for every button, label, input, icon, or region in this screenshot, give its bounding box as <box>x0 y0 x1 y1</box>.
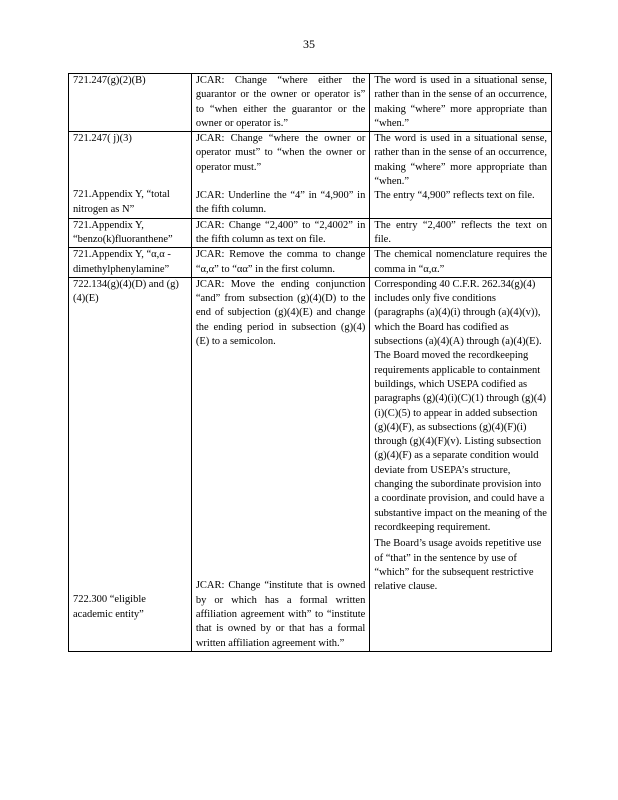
reason-cell <box>370 218 552 248</box>
change-cell <box>191 132 369 218</box>
reason-text: The entry “4,900” reflects text on file. <box>374 190 535 202</box>
section-cell <box>69 248 192 278</box>
change-text: JCAR: Change “2,400” to “2,4002” in the fifth column as text on file. <box>195 219 366 245</box>
reason-text: The word is used in a situational sense, rather than in the sense of an occurrence, making “where” more appropriate than “when.” <box>374 133 547 188</box>
change-text: JCAR: Move the ending conjunction “and” from subsection (g)(4)(D) to the end of subjection (g)(4)(E) and change the ending period in subsection (g)(4)(E) to a semicolon. <box>195 278 366 348</box>
section-cell <box>69 74 192 132</box>
change-cell <box>191 74 369 132</box>
section-text: 721.Appendix Y, “α,α - dimethylphenylamine” <box>73 249 171 275</box>
reason-cell <box>370 132 552 218</box>
reason-cell <box>370 248 552 278</box>
table-row <box>69 248 552 278</box>
change-text: JCAR: Change “where either the guarantor or the owner or operator is” to “when either the guarantor or the owner or operator is.” <box>195 75 366 129</box>
changes-table <box>68 73 552 652</box>
change-text: JCAR: Change “institute that is owned by or which has a formal written affiliation agreement with” to “institute that is owned by or that has a formal written affiliation agreement with.” <box>195 580 366 649</box>
reason-text: The entry “2,400” reflects the text on file. <box>374 219 547 245</box>
section-text: 722.300 “eligible academic entity” <box>73 594 146 620</box>
reason-cell <box>370 277 552 651</box>
section-cell <box>69 277 192 651</box>
table-row <box>69 74 552 132</box>
section-text: 721.Appendix Y, “total nitrogen as N” <box>73 189 170 215</box>
reason-text: The word is used in a situational sense, rather than in the sense of an occurrence, making “where” more appropriate than “when.” <box>374 75 547 129</box>
change-text: JCAR: Remove the comma to change “α,α” to “αα” in the first column. <box>195 249 366 275</box>
change-text: JCAR: Change “where the owner or operator must” to “when the owner or operator must.” <box>195 133 366 173</box>
change-cell <box>191 277 369 651</box>
change-cell <box>191 248 369 278</box>
section-text: 721.247(g)(2)(B) <box>73 75 146 86</box>
change-cell <box>191 218 369 248</box>
section-cell <box>69 218 192 248</box>
change-text: JCAR: Underline the “4” in “4,900” in the fifth column. <box>195 190 366 216</box>
section-text: 721.247( j)(3) <box>73 133 132 145</box>
reason-text: The Board’s usage avoids repetitive use of “that” in the sentence by use of “which” for the subsequent restrictive relative clause. <box>374 538 542 593</box>
table-row <box>69 218 552 248</box>
reason-text: The chemical nomenclature requires the comma in “α,α.” <box>374 249 547 275</box>
page-number: 35 <box>303 37 315 51</box>
table-row <box>69 132 552 218</box>
section-cell <box>69 132 192 218</box>
reason-text: Corresponding 40 C.F.R. 262.34(g)(4) includes only five conditions (paragraphs (a)(4)(i) through (a)(4)(v)), which the Board has codified as subsections (a)(4)(A) through (a)(4)(E). The Board moved the recordkeeping requirements applicable to containment buildings, which USEPA codified as paragraphs (g)(4)(i)(C)(1) through (g)(4)(i)(C)(5) to appear in added subsection (g)(4)(F), as subsections (g)(4)(F)(i) through (g)(4)(F)(v). Listing subsection (g)(4)(F) as a separate condition would deviate from USEPA’s structure, changing the subordinate provision into a coordinate provision, and could have a substantive impact on the meaning of the recordkeeping requirement. <box>374 278 547 533</box>
section-text: 722.134(g)(4)(D) and (g)(4)(E) <box>73 278 179 305</box>
reason-cell <box>370 74 552 132</box>
table-row <box>69 277 552 651</box>
section-text: 721.Appendix Y, “benzo(k)fluoranthene” <box>73 219 173 245</box>
